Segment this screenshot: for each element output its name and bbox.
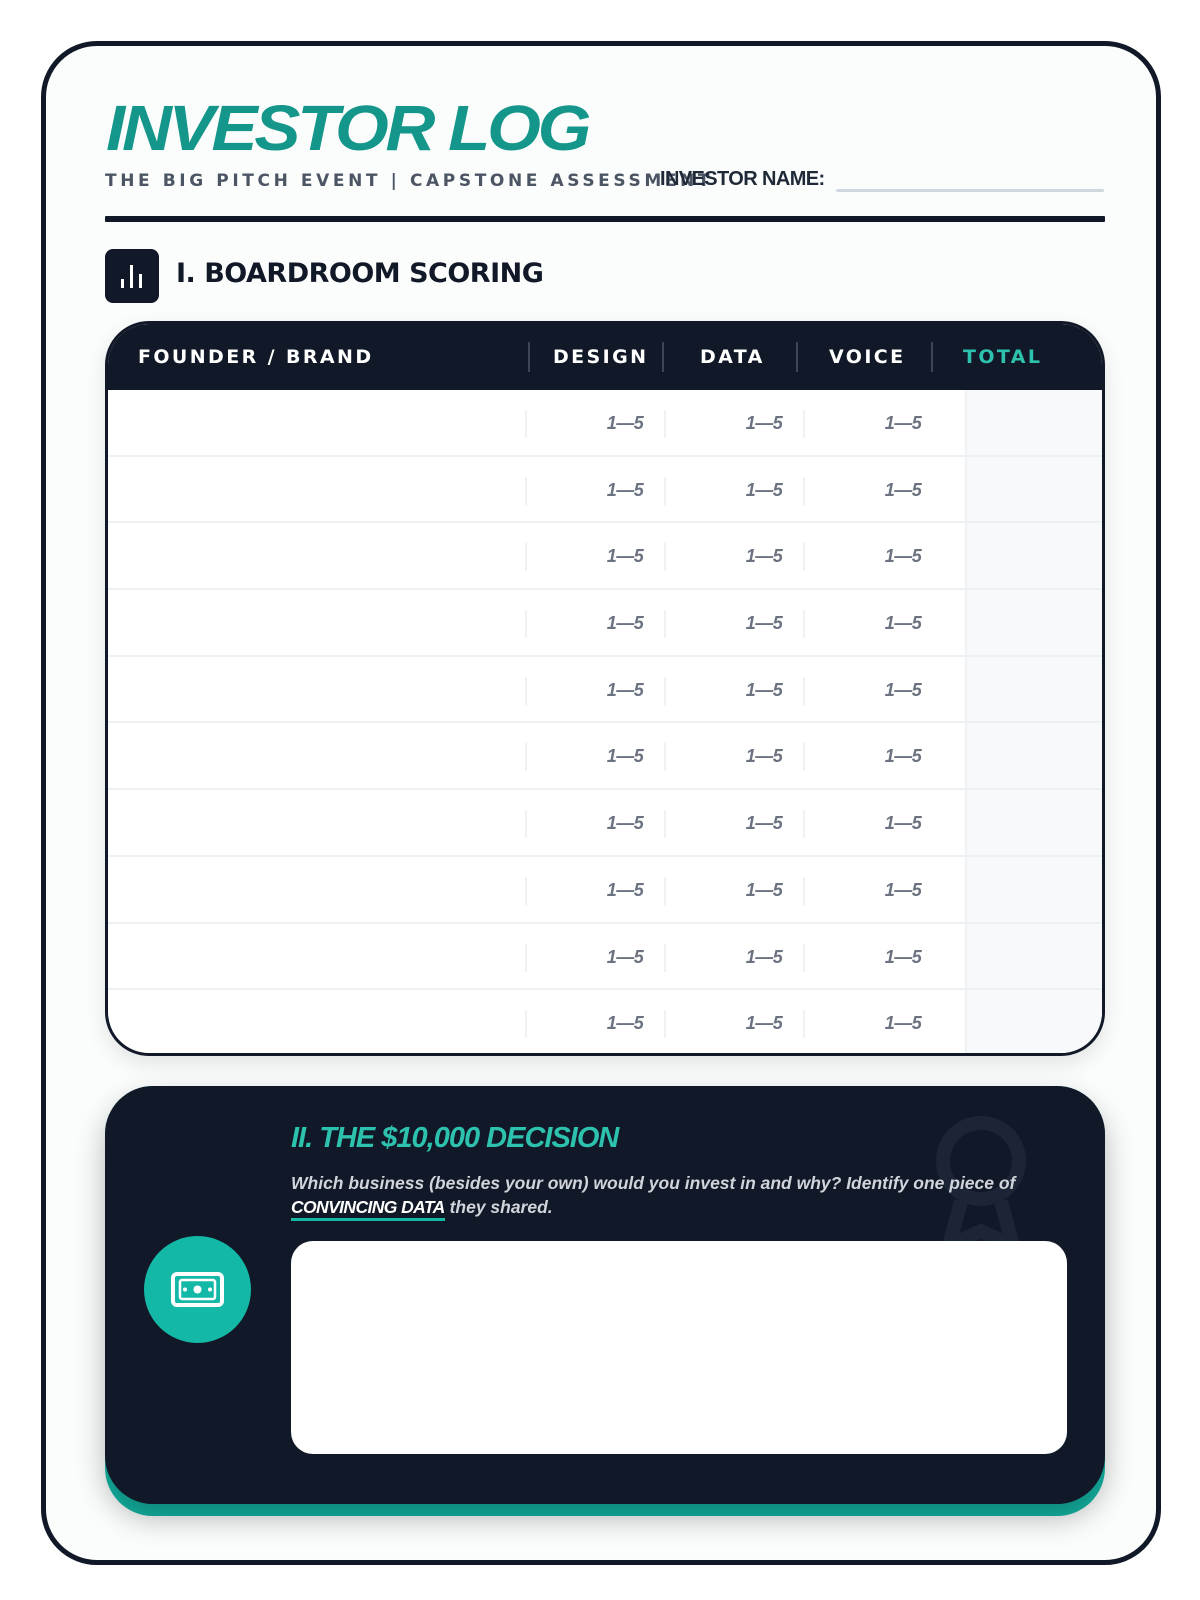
decision-answer-box[interactable]: [291, 1241, 1067, 1454]
cell-divider: [525, 743, 527, 771]
founder-brand-cell[interactable]: [108, 390, 523, 455]
cell-divider: [525, 477, 527, 505]
prompt-highlight: CONVINCING DATA: [291, 1197, 445, 1221]
founder-brand-cell[interactable]: [108, 790, 523, 855]
cell-divider: [803, 743, 805, 771]
cell-divider: [803, 877, 805, 905]
voice-score-cell[interactable]: 1—5: [884, 946, 922, 967]
data-score-cell[interactable]: 1—5: [745, 879, 783, 900]
voice-score-cell[interactable]: 1—5: [884, 413, 922, 433]
total-score-cell[interactable]: [965, 723, 1105, 788]
founder-brand-cell[interactable]: [108, 590, 523, 655]
founder-brand-cell[interactable]: [108, 523, 523, 588]
prompt-text: Which business (besides your own) would you invest in and why? Identify one piece of: [291, 1173, 1016, 1193]
investor-name-field[interactable]: [836, 189, 1104, 192]
column-header-design: DESIGN: [553, 346, 649, 368]
page-subtitle: THE BIG PITCH EVENT | CAPSTONE ASSESSMENT: [105, 171, 714, 191]
cell-divider: [525, 543, 527, 571]
column-header-founder: FOUNDER / BRAND: [138, 346, 374, 368]
cell-divider: [803, 1010, 805, 1038]
cell-divider: [525, 944, 527, 972]
founder-brand-cell[interactable]: [108, 723, 523, 788]
cell-divider: [803, 810, 805, 838]
total-score-cell[interactable]: [965, 590, 1105, 655]
design-score-cell[interactable]: 1—5: [606, 946, 644, 967]
data-score-cell[interactable]: 1—5: [745, 813, 783, 834]
design-score-cell[interactable]: 1—5: [606, 613, 644, 634]
cell-divider: [803, 477, 805, 505]
voice-score-cell[interactable]: 1—5: [884, 1013, 922, 1034]
table-row: [108, 857, 1102, 924]
table-row: [108, 590, 1102, 657]
voice-score-cell[interactable]: 1—5: [884, 813, 922, 834]
total-score-cell[interactable]: [965, 857, 1105, 922]
data-score-cell[interactable]: 1—5: [745, 679, 783, 700]
cell-divider: [664, 877, 666, 905]
design-score-cell[interactable]: 1—5: [606, 479, 644, 500]
table-row: [108, 457, 1102, 524]
table-row: [108, 523, 1102, 590]
cell-divider: [525, 677, 527, 705]
design-score-cell[interactable]: 1—5: [606, 1013, 644, 1034]
cell-divider: [525, 410, 527, 438]
scoring-table: [105, 321, 1105, 1056]
table-row: [108, 790, 1102, 857]
cell-divider: [803, 410, 805, 438]
cell-divider: [803, 944, 805, 972]
cell-divider: [664, 1010, 666, 1038]
column-header-total: TOTAL: [963, 346, 1043, 368]
design-score-cell[interactable]: 1—5: [606, 813, 644, 834]
data-score-cell[interactable]: 1—5: [745, 479, 783, 500]
data-score-cell[interactable]: 1—5: [745, 746, 783, 767]
total-score-cell[interactable]: [965, 457, 1105, 522]
total-score-cell[interactable]: [965, 990, 1105, 1056]
voice-score-cell[interactable]: 1—5: [884, 679, 922, 700]
cell-divider: [525, 610, 527, 638]
total-score-cell[interactable]: [965, 390, 1105, 455]
bar-chart-icon: [105, 249, 159, 303]
cell-divider: [525, 1010, 527, 1038]
cell-divider: [525, 810, 527, 838]
voice-score-cell[interactable]: 1—5: [884, 546, 922, 567]
total-score-cell[interactable]: [965, 924, 1105, 989]
cell-divider: [803, 610, 805, 638]
cell-divider: [664, 810, 666, 838]
total-score-cell[interactable]: [965, 657, 1105, 722]
founder-brand-cell[interactable]: [108, 657, 523, 722]
total-score-cell[interactable]: [965, 523, 1105, 588]
design-score-cell[interactable]: 1—5: [606, 546, 644, 567]
design-score-cell[interactable]: 1—5: [606, 746, 644, 767]
cell-divider: [525, 877, 527, 905]
founder-brand-cell[interactable]: [108, 457, 523, 522]
header-divider: [105, 216, 1105, 222]
voice-score-cell[interactable]: 1—5: [884, 613, 922, 634]
design-score-cell[interactable]: 1—5: [606, 679, 644, 700]
table-row: [108, 990, 1102, 1056]
cell-divider: [664, 743, 666, 771]
column-header-voice: VOICE: [829, 346, 906, 368]
section-title-scoring: I. BOARDROOM SCORING: [176, 258, 544, 289]
table-row: [108, 390, 1102, 457]
header-divider: [931, 342, 933, 372]
data-score-cell[interactable]: 1—5: [745, 413, 783, 433]
voice-score-cell[interactable]: 1—5: [884, 479, 922, 500]
cell-divider: [664, 610, 666, 638]
founder-brand-cell[interactable]: [108, 857, 523, 922]
cell-divider: [803, 677, 805, 705]
table-row: [108, 657, 1102, 724]
design-score-cell[interactable]: 1—5: [606, 413, 644, 433]
cell-divider: [664, 410, 666, 438]
header-divider: [662, 342, 664, 372]
cell-divider: [664, 477, 666, 505]
header-divider: [796, 342, 798, 372]
money-icon: [144, 1236, 251, 1343]
prompt-text-end: they shared.: [449, 1197, 553, 1217]
table-row: [108, 723, 1102, 790]
column-header-data: DATA: [700, 346, 765, 368]
founder-brand-cell[interactable]: [108, 990, 523, 1056]
voice-score-cell[interactable]: 1—5: [884, 879, 922, 900]
investor-log-card: [41, 41, 1161, 1565]
page-title: INVESTOR LOG: [106, 92, 589, 164]
table-row: [108, 924, 1102, 991]
decision-panel: [105, 1086, 1105, 1504]
data-score-cell[interactable]: 1—5: [745, 946, 783, 967]
section-title-decision: II. THE $10,000 DECISION: [291, 1122, 619, 1154]
cell-divider: [664, 944, 666, 972]
data-score-cell[interactable]: 1—5: [745, 1013, 783, 1034]
cell-divider: [664, 543, 666, 571]
table-header: [108, 324, 1102, 390]
table-body: [108, 390, 1102, 1056]
data-score-cell[interactable]: 1—5: [745, 546, 783, 567]
founder-brand-cell[interactable]: [108, 924, 523, 989]
cell-divider: [664, 677, 666, 705]
design-score-cell[interactable]: 1—5: [606, 879, 644, 900]
decision-prompt: [291, 1171, 1066, 1219]
investor-name-label: INVESTOR NAME:: [660, 168, 825, 190]
cell-divider: [803, 543, 805, 571]
total-score-cell[interactable]: [965, 790, 1105, 855]
header-divider: [528, 342, 530, 372]
voice-score-cell[interactable]: 1—5: [884, 746, 922, 767]
data-score-cell[interactable]: 1—5: [745, 613, 783, 634]
